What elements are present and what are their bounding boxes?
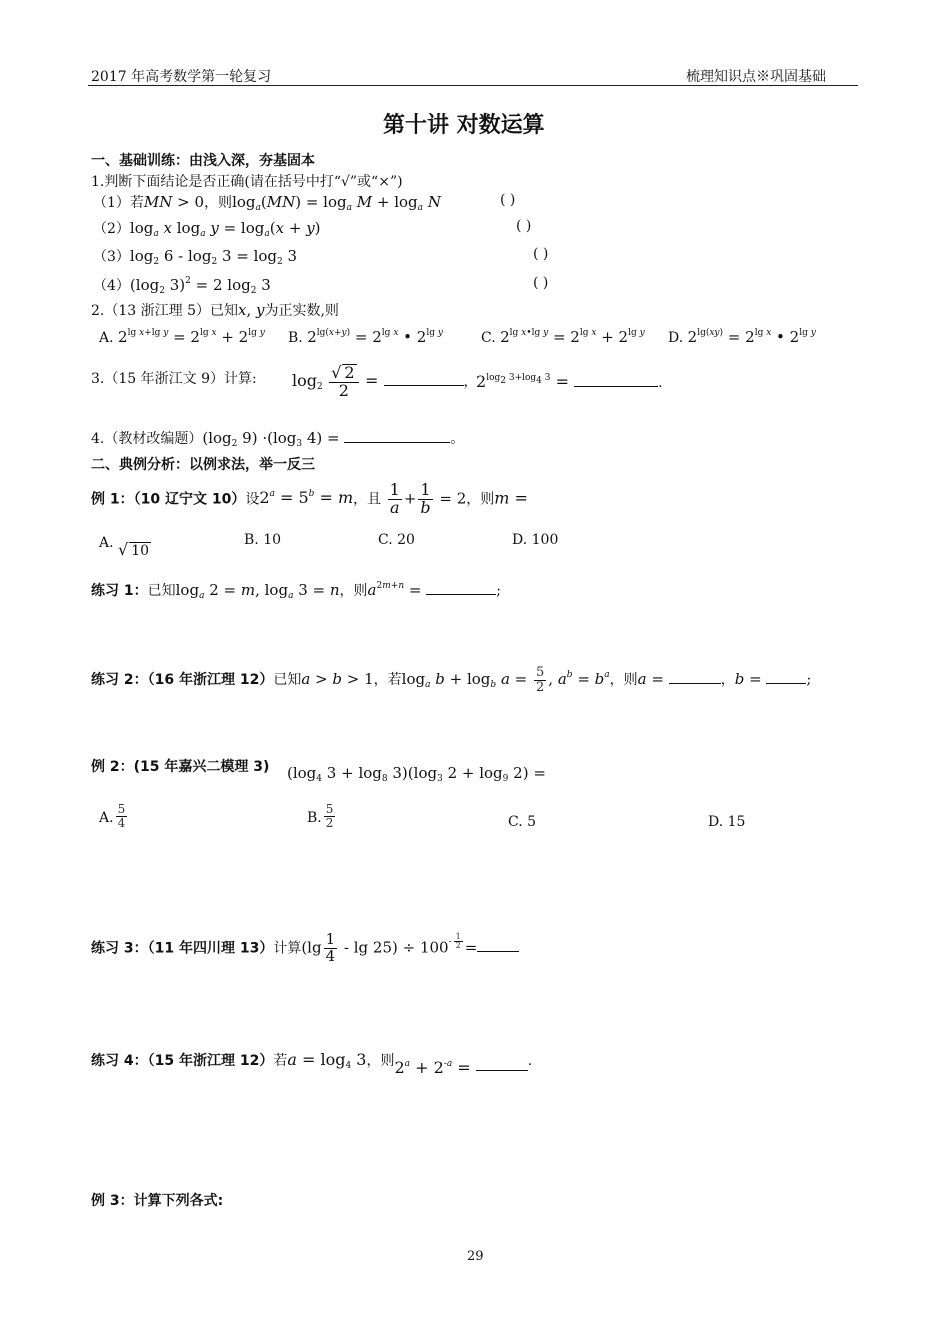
section-heading-examples: 二、典例分析：以例求法，举一反三 (91, 457, 315, 473)
q1-item-1: （1）若MN > 0，则$\log_a(MN) = \log_a M + \log_a N$ (93, 193, 441, 213)
example-2-label: 例 2：(15 年嘉兴二模理 3) (91, 759, 270, 775)
q2-option-a[interactable]: A. $2^{lg x+lg y} = 2^{lg x} + 2^{lg y}$ (99, 328, 265, 346)
q3-stem: 3.（15 年浙江文 9）计算: (91, 371, 257, 387)
example-1: 例 1：（10 辽宁文 10）设$2^a = 5^b = m$，且 $\frac{1}{a}$ + $\frac{1}{b}$ = 2，则m = (91, 480, 528, 517)
q1-paren-2[interactable]: ( ) (516, 218, 532, 234)
practice-4: 练习 4：（15 年浙江理 12）若$a = \log_4 3$，则$2^a + 2^{-a}$ = . (91, 1050, 533, 1077)
ex1-option-c[interactable]: C. 20 (378, 532, 415, 548)
q1-item-2: $(2)\log_a$ x $\log_a y = \log_a(x + y)$ (93, 219, 321, 239)
ex1-option-d[interactable]: D. 100 (512, 532, 559, 548)
q1-stem: 1.判断下面结论是否正确(请在括号中打“√”或“×”) (91, 174, 403, 190)
page-number: 29 (467, 1249, 484, 1264)
ex2-option-a[interactable]: A. $\frac{5}{4}$ (99, 802, 126, 830)
q1-paren-3[interactable]: ( ) (533, 246, 549, 262)
ex1-option-b[interactable]: B. 10 (244, 532, 282, 548)
q2-option-b[interactable]: B. $2^{lg(x+y)} = 2^{lg x}$ • $2^{lg y}$ (288, 328, 443, 346)
ex2-option-b[interactable]: B. $\frac{5}{2}$ (307, 802, 334, 830)
example-2-expr: ($\log_4$ $3 + \log_8 3)(\log_3$ $2 + \log_9 2$) = (287, 764, 546, 784)
page-title: 第十讲 对数运算 (383, 113, 545, 138)
q4: 4.（教材改编题）($\log_2$ $9) \cdot(\log_3$ 4) = 。 (91, 429, 465, 449)
practice-3: 练习 3：（11 年四川理 13）计算(lg $\frac{1}{4}$ - $\lg 25) \div 100^{- \frac{1}{2}}$ = (91, 932, 519, 965)
example-3-label: 例 3：计算下列各式: (91, 1193, 224, 1209)
q1-item-4: $(4)(\log_2$ 3)$^2$ = 2 $\log_2 3$ (93, 276, 271, 296)
q2-option-c[interactable]: C. $2^{lg x•lg y} = 2^{lg x} + 2^{lg y}$ (481, 328, 645, 346)
q3-expr-2: $2^{log_2 3+log_4 3}$ = . (476, 372, 663, 391)
practice-2: 练习 2：（16 年浙江理 12）已知a > b > 1，若$\log_a b + \log_b a$ = $\frac{5}{2}$ , $a^b = b^a$，则a = ，b = ; (91, 665, 812, 695)
q1-item-3: $(3)\log_2$ $6 - \log_2 3 = \log_2 3$ (93, 247, 298, 267)
practice-1: 练习 1：已知$\log_a 2 = m$, $\log_a 3 = n$，则$a^{2m+n}$ = ; (91, 581, 501, 601)
header-right: 梳理知识点※巩固基础 (686, 69, 826, 85)
q3-expr-1: $\log_2$ $\frac{√ 2}{2}$ = ， (292, 363, 478, 400)
q2-stem: 2.（13 浙江理 5）已知x, y为正实数,则 (91, 301, 339, 319)
ex2-option-d[interactable]: D. 15 (708, 814, 746, 830)
header-divider (88, 85, 858, 86)
ex1-option-a[interactable]: A. √ 10 (99, 535, 150, 559)
header-left: 2017 年高考数学第一轮复习 (91, 69, 272, 85)
q2-option-d[interactable]: D. $2^{lg(xy)} = 2^{lg x}$ • $2^{lg y}$ (668, 328, 816, 346)
section-heading-basic: 一、基础训练：由浅入深，夯基固本 (91, 153, 315, 169)
ex2-option-c[interactable]: C. 5 (508, 814, 537, 830)
q1-paren-1[interactable]: ( ) (500, 192, 516, 208)
q1-paren-4[interactable]: ( ) (533, 275, 549, 291)
